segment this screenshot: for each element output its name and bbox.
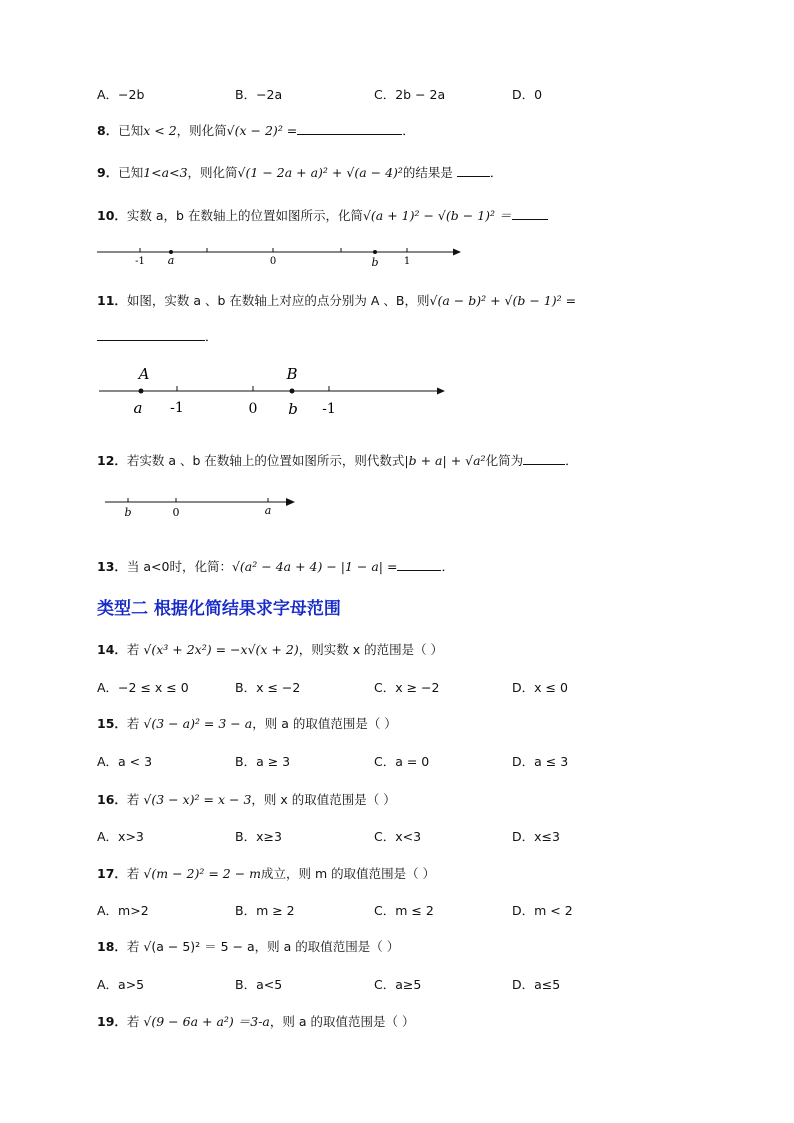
question-number: 9． <box>97 165 119 180</box>
question-15 <box>97 714 397 732</box>
question-text: ，则化简 <box>187 165 238 180</box>
question-text: ，则 a 的取值范围是（ ） <box>252 716 397 731</box>
question-number: 17． <box>97 866 127 881</box>
question-number: 16． <box>97 792 127 807</box>
q17-option-d: D．m < 2 <box>512 903 573 918</box>
math-expression: √(x − 2)² = <box>226 123 298 138</box>
question-text: 成立，则 m 的取值范围是（ ） <box>261 866 436 881</box>
question-end: ． <box>565 453 578 468</box>
q14-option-c: C．x ≥ −2 <box>374 680 440 695</box>
label-top: A <box>138 365 150 383</box>
question-text: 已知 <box>118 165 144 180</box>
q15-option-c: C．a = 0 <box>374 754 430 769</box>
point-b <box>290 389 295 394</box>
q17-option-c: C．m ≤ 2 <box>374 903 434 918</box>
question-text: 实数 a，b 在数轴上的位置如图所示，化简 <box>126 208 363 223</box>
question-text: 当 a<0时，化简： <box>126 559 232 574</box>
answer-blank <box>523 452 565 465</box>
q7-option-b: B．−2a <box>235 87 283 102</box>
math-expression: √(a − b)² + √(b − 1)² = <box>429 293 577 308</box>
math-expression: √(9 − 6a + a²) ＝3-a <box>143 1014 270 1029</box>
answer-blank <box>97 328 205 341</box>
question-end: ． <box>441 559 454 574</box>
label: 0 <box>269 256 277 267</box>
math-expression: √(3 − x)² = x − 3 <box>143 792 252 807</box>
question-number: 12． <box>97 453 127 468</box>
label: b <box>124 506 132 519</box>
label-top: B <box>286 365 298 383</box>
question-number: 10． <box>97 208 127 223</box>
question-text: 若实数 a 、b 在数轴上的位置如图所示，则代数式 <box>126 453 405 468</box>
q16-option-c: C．x<3 <box>374 829 422 844</box>
question-13 <box>97 557 454 575</box>
question-17 <box>97 864 435 882</box>
axis-arrow <box>437 388 445 395</box>
math-expression: √(a + 1)² − √(b − 1)² ＝ <box>362 208 512 223</box>
question-end: ． <box>402 123 415 138</box>
q18-option-b: B．a<5 <box>235 977 283 992</box>
answer-blank <box>397 558 441 571</box>
axis-arrow <box>286 498 295 506</box>
question-text: 若 <box>126 939 140 954</box>
question-number: 18． <box>97 939 127 954</box>
question-text: 的结果是 <box>402 165 453 180</box>
label-bottom: 0 <box>248 401 258 417</box>
math-condition: x < 2 <box>143 123 177 138</box>
question-text: 若 <box>126 792 140 807</box>
question-end: ． <box>205 329 218 344</box>
label: a <box>264 504 272 517</box>
question-11-answer-line <box>97 327 218 345</box>
label-bottom: -1 <box>322 401 336 417</box>
label: 0 <box>172 506 180 519</box>
answer-blank <box>457 164 490 177</box>
q12-number-line <box>103 492 299 520</box>
label: -1 <box>135 256 145 267</box>
q14-option-d: D．x ≤ 0 <box>512 680 568 695</box>
question-text: 若 <box>126 866 140 881</box>
question-number: 8． <box>97 123 119 138</box>
q14-option-a: A．−2 ≤ x ≤ 0 <box>97 680 189 695</box>
question-8 <box>97 121 415 139</box>
math-expression: √(x³ + 2x²) = −x√(x + 2) <box>143 642 299 657</box>
question-number: 14． <box>97 642 127 657</box>
question-number: 15． <box>97 716 127 731</box>
answer-blank <box>512 207 548 220</box>
question-text: ，则实数 x 的范围是（ ） <box>298 642 444 657</box>
math-expression: √(a² − 4a + 4) − |1 − a| = <box>231 559 398 574</box>
question-text: ，则化简 <box>176 123 227 138</box>
answer-blank <box>297 122 402 135</box>
question-text: 若 <box>126 1014 140 1029</box>
q15-option-a: A．a < 3 <box>97 754 153 769</box>
q17-option-b: B．m ≥ 2 <box>235 903 295 918</box>
point-b <box>373 250 377 254</box>
math-expression: √(1 − 2a + a)² + √(a − 4)² <box>237 165 403 180</box>
q18-option-c: C．a≥5 <box>374 977 422 992</box>
question-text: 化简为 <box>485 453 524 468</box>
q11-number-line <box>97 362 449 418</box>
math-expression: √(a − 5)² ＝ 5 − a <box>143 939 255 954</box>
q10-number-line <box>95 240 465 272</box>
point-a <box>139 389 144 394</box>
question-text: 若 <box>126 642 140 657</box>
question-text: 如图，实数 a 、b 在数轴上对应的点分别为 A 、B，则 <box>126 293 430 308</box>
math-expression: √(m − 2)² = 2 − m <box>143 866 262 881</box>
label: b <box>371 256 379 269</box>
q14-option-b: B．x ≤ −2 <box>235 680 301 695</box>
question-11 <box>97 291 576 309</box>
q15-option-d: D．a ≤ 3 <box>512 754 569 769</box>
axis-arrow <box>453 249 461 256</box>
question-number: 13． <box>97 559 127 574</box>
question-text: 已知 <box>118 123 144 138</box>
q15-option-b: B．a ≥ 3 <box>235 754 291 769</box>
q7-option-a: A．−2b <box>97 87 145 102</box>
question-18 <box>97 937 399 955</box>
question-text: ，则 a 的取值范围是（ ） <box>254 939 400 954</box>
question-12 <box>97 451 578 469</box>
label-bottom: a <box>133 399 143 417</box>
q17-option-a: A．m>2 <box>97 903 149 918</box>
q18-option-d: D．a≤5 <box>512 977 561 992</box>
question-end: ． <box>489 165 503 180</box>
q16-option-d: D．x≤3 <box>512 829 560 844</box>
question-number: 11． <box>97 293 127 308</box>
math-condition: 1<a<3 <box>143 165 188 180</box>
label-bottom: b <box>288 400 298 418</box>
question-number: 19． <box>97 1014 127 1029</box>
question-9 <box>97 163 502 181</box>
q7-option-d: D．0 <box>512 87 543 102</box>
math-expression: √(3 − a)² = 3 − a <box>143 716 253 731</box>
label: 1 <box>403 256 411 267</box>
question-text: 若 <box>126 716 140 731</box>
q18-option-a: A．a>5 <box>97 977 145 992</box>
label: a <box>167 254 175 267</box>
question-19 <box>97 1012 414 1030</box>
question-14 <box>97 640 443 658</box>
section-title: 类型二 根据化简结果求字母范围 <box>97 599 341 619</box>
question-text: ，则 a 的取值范围是（ ） <box>269 1014 415 1029</box>
q16-option-b: B．x≥3 <box>235 829 282 844</box>
question-10 <box>97 206 548 224</box>
math-expression: |b + a| + √a² <box>404 453 486 468</box>
question-text: ，则 x 的取值范围是（ ） <box>251 792 396 807</box>
question-16 <box>97 790 396 808</box>
q7-option-c: C．2b − 2a <box>374 87 446 102</box>
label-bottom: -1 <box>170 400 184 416</box>
q16-option-a: A．x>3 <box>97 829 144 844</box>
